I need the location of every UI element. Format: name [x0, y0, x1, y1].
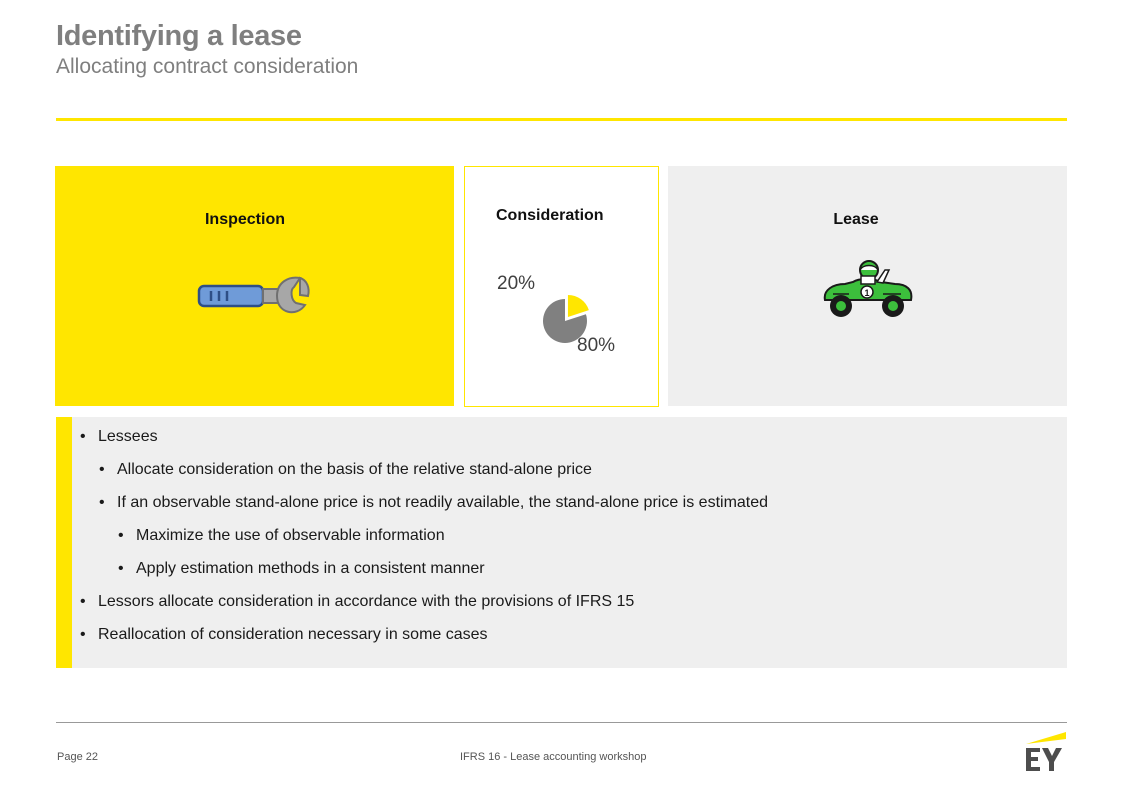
slide-subtitle: Allocating contract consideration [56, 55, 359, 78]
bullet-item: • Allocate consideration on the basis of the relative stand-alone price [99, 461, 592, 478]
page-number: Page 22 [57, 751, 98, 763]
footer-divider [56, 722, 1067, 723]
bullet-item: • Reallocation of consideration necessary in some cases [80, 626, 488, 643]
bullet-item: • Maximize the use of observable information [118, 527, 445, 544]
ey-logo [1022, 730, 1070, 776]
slide-title: Identifying a lease [56, 20, 302, 52]
bullets-box [56, 417, 1067, 668]
pie-slice [568, 295, 589, 317]
wrench-icon [197, 274, 313, 320]
bullet-item: • If an observable stand-alone price is not readily available, the stand-alone price is estimated [99, 494, 769, 511]
consideration-panel [464, 166, 659, 407]
lease-panel [668, 166, 1067, 406]
pie-label-80: 80% [577, 335, 616, 356]
pie-chart-icon [535, 291, 595, 351]
footer-title: IFRS 16 - Lease accounting workshop [460, 751, 647, 763]
title-divider [56, 118, 1067, 121]
svg-text:1: 1 [864, 288, 870, 298]
bullet-item: • Lessors allocate consideration in accordance with the provisions of IFRS 15 [80, 593, 635, 610]
lease-label: Lease [833, 211, 879, 228]
consideration-label: Consideration [496, 207, 604, 224]
inspection-label: Inspection [204, 211, 285, 228]
inspection-panel [55, 166, 454, 406]
bullet-item: • Lessees [80, 428, 158, 445]
accent-bar [56, 417, 72, 668]
race-car-icon [819, 256, 915, 322]
bullet-item: • Apply estimation methods in a consistent manner [118, 560, 485, 577]
pie-label-20: 20% [497, 273, 536, 294]
